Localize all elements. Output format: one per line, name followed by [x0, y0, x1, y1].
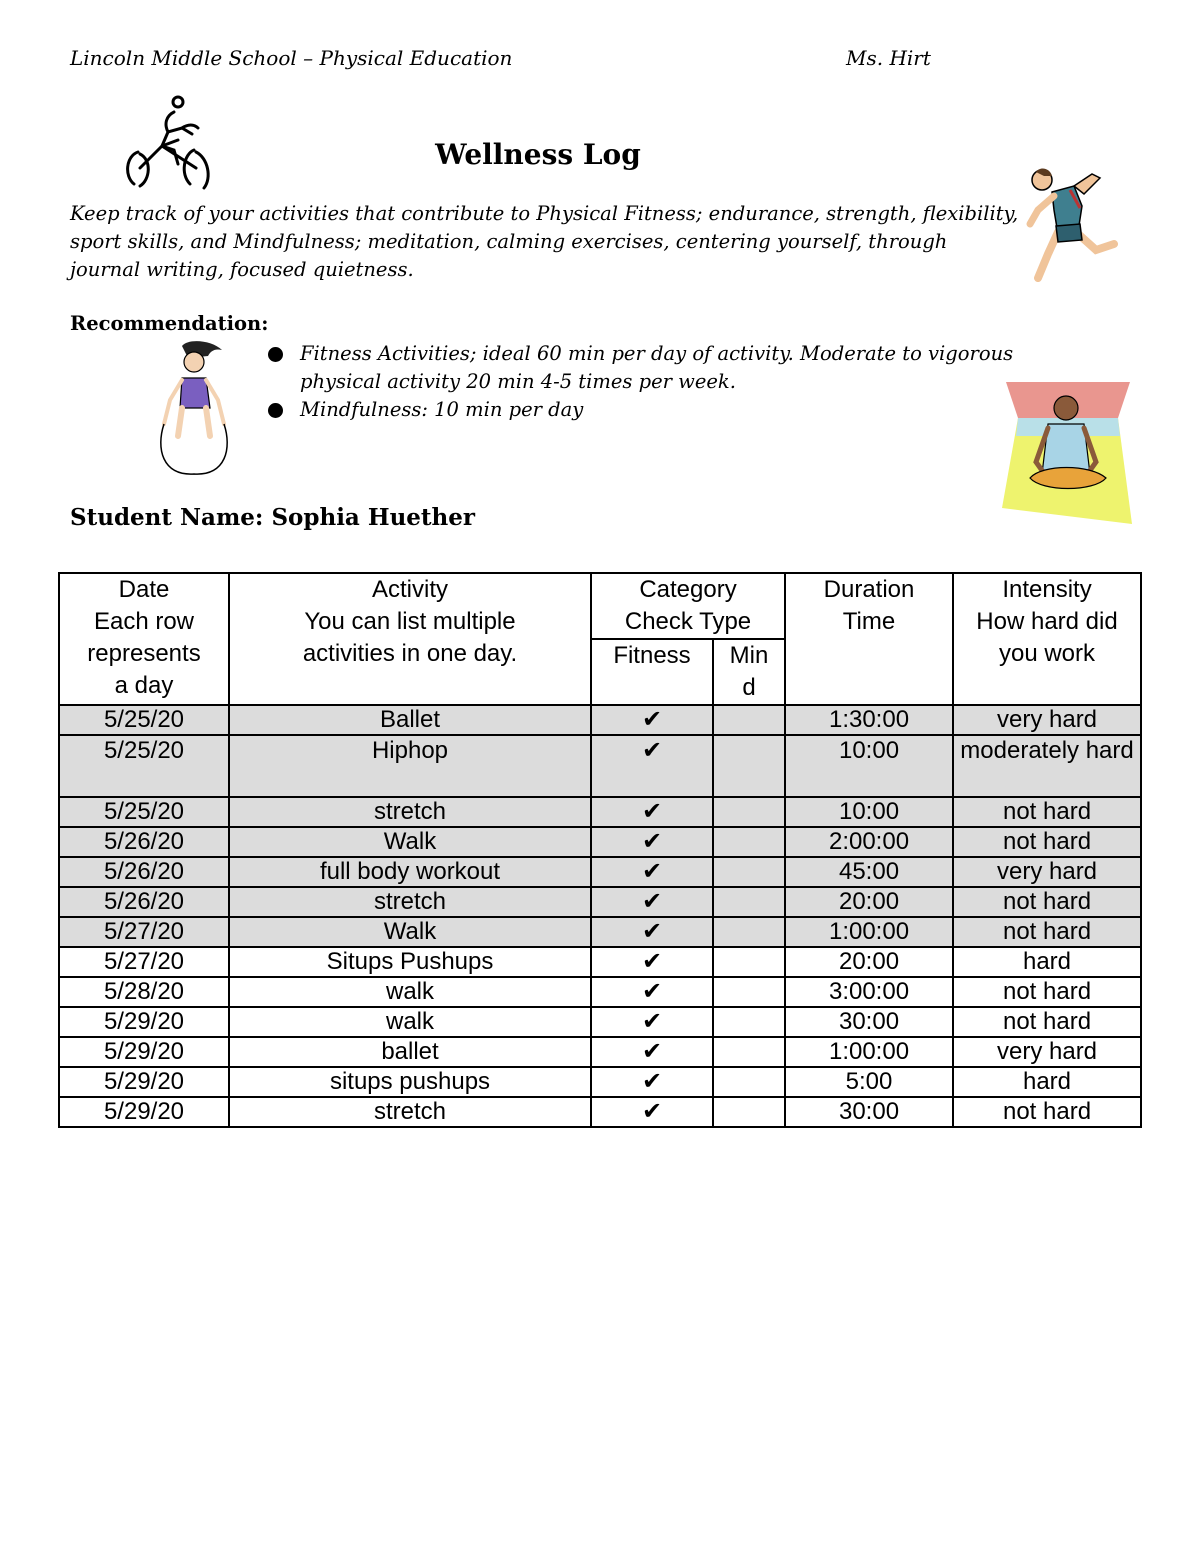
- cell-duration: 30:00: [785, 1097, 953, 1127]
- table-row: [59, 1007, 1141, 1037]
- cell-duration: 2:00:00: [785, 827, 953, 857]
- table-row: [59, 947, 1141, 977]
- table-row: [59, 735, 1141, 797]
- header-category-line: Check Type: [624, 608, 752, 635]
- runner-icon: [1022, 166, 1118, 284]
- table-row: [59, 977, 1141, 1007]
- cell-intensity: very hard: [953, 705, 1141, 735]
- header-activity: [229, 573, 591, 705]
- header-mind-line: Min: [729, 642, 769, 669]
- cell-activity: stretch: [229, 797, 591, 827]
- table-row: [59, 827, 1141, 857]
- cell-intensity: not hard: [953, 1007, 1141, 1037]
- header-category: [591, 573, 785, 639]
- cell-intensity: very hard: [953, 857, 1141, 887]
- cell-date: 5/29/20: [59, 1007, 229, 1037]
- cell-activity: Walk: [229, 917, 591, 947]
- header-date-line: represents: [87, 640, 201, 667]
- table-row: [59, 917, 1141, 947]
- header-activity-line: activities in one day.: [302, 640, 518, 667]
- recommendation-list: [266, 340, 1096, 424]
- cell-duration: 10:00: [785, 797, 953, 827]
- cell-activity: Ballet: [229, 705, 591, 735]
- header-mind-line: d: [742, 674, 756, 701]
- cell-mind: [713, 887, 785, 917]
- cell-duration: 45:00: [785, 857, 953, 887]
- cell-date: 5/26/20: [59, 827, 229, 857]
- wellness-log-table: [58, 572, 1142, 1128]
- cell-date: 5/26/20: [59, 887, 229, 917]
- cell-mind: [713, 857, 785, 887]
- header-date-line: Each row: [93, 608, 195, 635]
- cell-intensity: not hard: [953, 917, 1141, 947]
- cell-mind: [713, 705, 785, 735]
- cell-mind: [713, 797, 785, 827]
- cell-duration: 1:30:00: [785, 705, 953, 735]
- cell-duration: 20:00: [785, 887, 953, 917]
- intro-text: Keep track of your activities that contribute to Physical Fitness; endurance, strength, flexibility, sport skills, and Mindfulness; meditation, calming exercises, centering yourself, through journal writing, focused quietness.: [70, 202, 1019, 281]
- cell-date: 5/29/20: [59, 1097, 229, 1127]
- table-row: [59, 797, 1141, 827]
- cell-duration: 1:00:00: [785, 917, 953, 947]
- recommendation-heading: Recommendation:: [70, 312, 269, 335]
- student-name-label: Student Name:: [70, 504, 264, 531]
- cell-date: 5/25/20: [59, 735, 229, 797]
- header-mind: [713, 639, 785, 705]
- header-intensity-line: you work: [998, 640, 1096, 667]
- header-activity-line: Activity: [371, 576, 448, 603]
- table-row: [59, 1037, 1141, 1067]
- cell-date: 5/25/20: [59, 705, 229, 735]
- cell-activity: stretch: [229, 887, 591, 917]
- cell-intensity: hard: [953, 1067, 1141, 1097]
- header-duration-line: Duration: [823, 576, 915, 603]
- cell-intensity: not hard: [953, 1097, 1141, 1127]
- page-title: Wellness Log: [435, 138, 641, 171]
- cell-date: 5/29/20: [59, 1067, 229, 1097]
- cell-activity: ballet: [229, 1037, 591, 1067]
- cell-date: 5/27/20: [59, 947, 229, 977]
- header-date-line: Date: [118, 576, 170, 603]
- cell-mind: [713, 917, 785, 947]
- cell-mind: [713, 977, 785, 1007]
- meditation-icon: [1002, 378, 1134, 524]
- cell-mind: [713, 735, 785, 797]
- cell-fitness: ✔: [591, 947, 713, 977]
- cell-activity: Situps Pushups: [229, 947, 591, 977]
- header-category-line: Category: [639, 576, 737, 603]
- header-intensity: [953, 573, 1141, 705]
- cell-fitness: ✔: [591, 917, 713, 947]
- student-name-value: Sophia Huether: [271, 504, 476, 531]
- table-row: [59, 705, 1141, 735]
- cell-fitness: ✔: [591, 735, 713, 797]
- cell-intensity: moderately hard: [953, 735, 1141, 797]
- cell-fitness: ✔: [591, 1067, 713, 1097]
- table-row: [59, 1097, 1141, 1127]
- cell-activity: Walk: [229, 827, 591, 857]
- header-intensity-line: How hard did: [976, 608, 1118, 635]
- cell-activity: Hiphop: [229, 735, 591, 797]
- cell-fitness: ✔: [591, 797, 713, 827]
- recommendation-fitness: Fitness Activities; ideal 60 min per day of activity. Moderate to vigorous physical activity 20 min 4-5 times per week.: [266, 340, 1096, 396]
- cell-fitness: ✔: [591, 1097, 713, 1127]
- cell-date: 5/25/20: [59, 797, 229, 827]
- cell-date: 5/27/20: [59, 917, 229, 947]
- cell-fitness: ✔: [591, 1007, 713, 1037]
- cell-date: 5/26/20: [59, 857, 229, 887]
- cell-intensity: not hard: [953, 827, 1141, 857]
- table-row: [59, 1067, 1141, 1097]
- cell-mind: [713, 1037, 785, 1067]
- cell-fitness: ✔: [591, 977, 713, 1007]
- recommendation-mindfulness: Mindfulness: 10 min per day: [266, 396, 1096, 424]
- cell-duration: 5:00: [785, 1067, 953, 1097]
- cell-date: 5/28/20: [59, 977, 229, 1007]
- cell-duration: 20:00: [785, 947, 953, 977]
- cell-fitness: ✔: [591, 1037, 713, 1067]
- header-duration: [785, 573, 953, 705]
- cell-fitness: ✔: [591, 827, 713, 857]
- log-table-body: [59, 705, 1141, 1127]
- cell-intensity: not hard: [953, 887, 1141, 917]
- cell-intensity: not hard: [953, 977, 1141, 1007]
- teacher-name: Ms. Hirt: [846, 46, 931, 70]
- jump-rope-icon: [152, 338, 236, 478]
- table-row: [59, 887, 1141, 917]
- cell-activity: situps pushups: [229, 1067, 591, 1097]
- cell-activity: walk: [229, 977, 591, 1007]
- header-duration-line: Time: [842, 608, 896, 635]
- cell-duration: 3:00:00: [785, 977, 953, 1007]
- cell-mind: [713, 1067, 785, 1097]
- cell-activity: full body workout: [229, 857, 591, 887]
- school-header: Lincoln Middle School – Physical Education: [70, 46, 513, 70]
- cell-activity: walk: [229, 1007, 591, 1037]
- student-name: [70, 504, 475, 531]
- cell-intensity: very hard: [953, 1037, 1141, 1067]
- header-fitness: Fitness: [591, 639, 713, 705]
- cell-mind: [713, 827, 785, 857]
- cell-mind: [713, 947, 785, 977]
- cell-intensity: hard: [953, 947, 1141, 977]
- cell-date: 5/29/20: [59, 1037, 229, 1067]
- cell-fitness: ✔: [591, 857, 713, 887]
- cell-duration: 10:00: [785, 735, 953, 797]
- header-date: [59, 573, 229, 705]
- header-date-line: a day: [114, 672, 174, 699]
- cell-mind: [713, 1097, 785, 1127]
- header-intensity-line: Intensity: [1002, 576, 1092, 603]
- cell-activity: stretch: [229, 1097, 591, 1127]
- cell-fitness: ✔: [591, 887, 713, 917]
- table-row: [59, 857, 1141, 887]
- cell-duration: 30:00: [785, 1007, 953, 1037]
- header-activity-line: You can list multiple: [304, 608, 516, 635]
- cell-mind: [713, 1007, 785, 1037]
- cell-duration: 1:00:00: [785, 1037, 953, 1067]
- cell-intensity: not hard: [953, 797, 1141, 827]
- cell-fitness: ✔: [591, 705, 713, 735]
